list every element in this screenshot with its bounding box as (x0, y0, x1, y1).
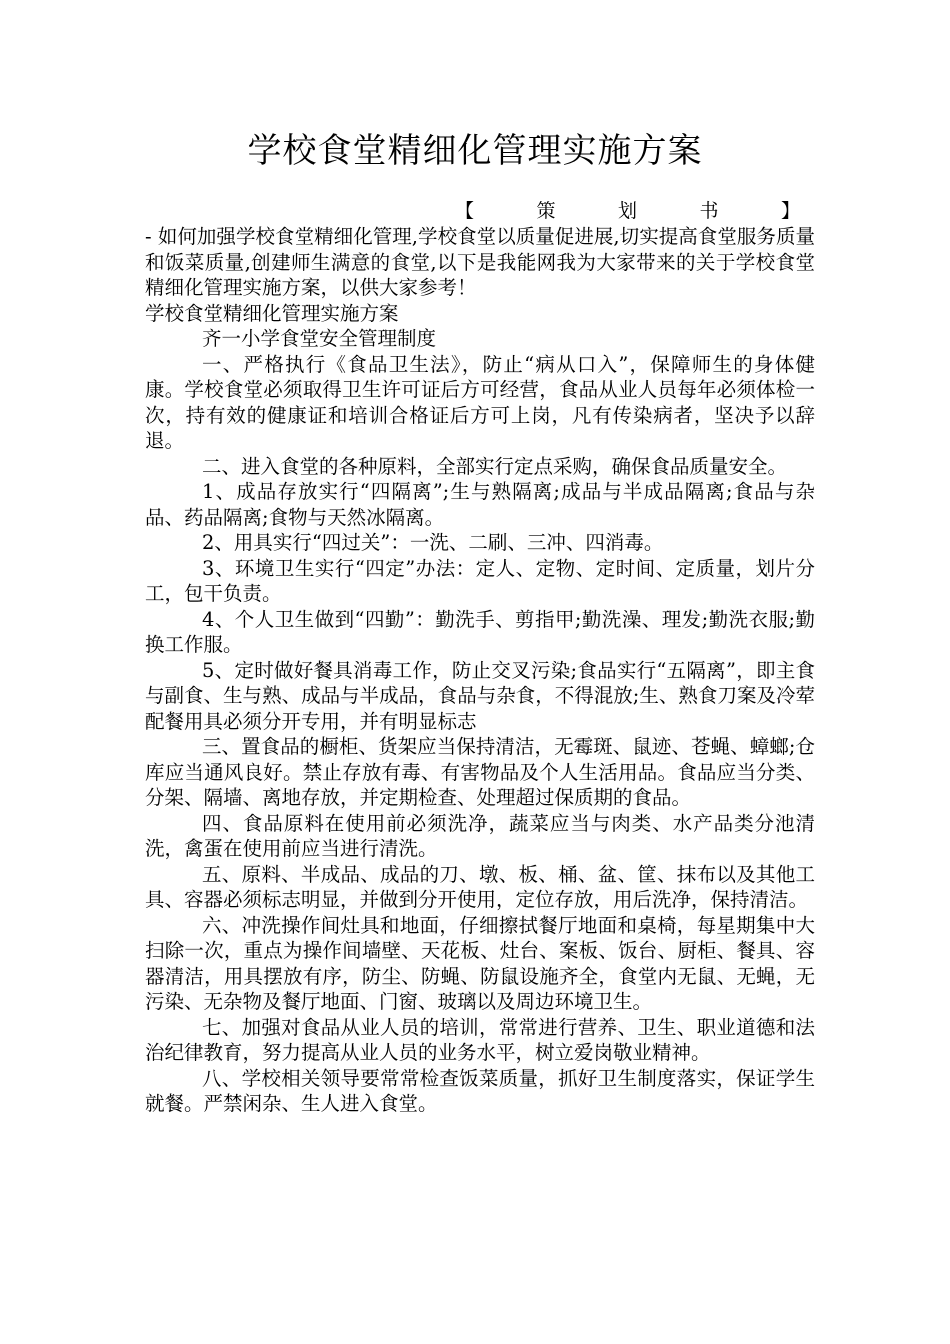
list-item-5: 5、定时做好餐具消毒工作，防止交叉污染;食品实行“五隔离”，即主食与副食、生与熟、成品与半成品，食品与杂食，不得混放;生、熟食刀案及冷荤配餐用具必须分开专用，并有明显标志 (145, 658, 815, 733)
document-title: 学校食堂精细化管理实施方案 (247, 131, 703, 171)
tag-char: 书 (699, 200, 719, 222)
list-item-4: 4、个人卫生做到“四勤”：勤洗手、剪指甲;勤洗澡、理发;勤洗衣服;勤换工作服。 (145, 607, 815, 656)
section-heading: 齐一小学食堂安全管理制度 (202, 327, 437, 350)
paragraph-3: 三、置食品的橱柜、货架应当保持清洁，无霉斑、鼠迹、苍蝇、蟑螂;仓库应当通风良好。禁止存放有毒、有害物品及个人生活用品。食品应当分类、分架、隔墙、离地存放，并定期检查、处理超过保质期的食品。 (145, 735, 815, 809)
document-type-label (455, 198, 800, 224)
bracket-open: 【 (455, 200, 475, 222)
paragraph-5: 五、原料、半成品、成品的刀、墩、板、桶、盆、筐、抹布以及其他工具、容器必须标志明显，并做到分开使用，定位存放，用后洗净，保持清洁。 (145, 862, 815, 911)
subtitle-line: 学校食堂精细化管理实施方案 (145, 301, 399, 325)
paragraph-7: 七、加强对食品从业人员的培训，常常进行营养、卫生、职业道德和法治纪律教育，努力提高从业人员的业务水平，树立爱岗敬业精神。 (145, 1015, 815, 1064)
bracket-close: 】 (780, 200, 800, 222)
list-item-2: 2、用具实行“四过关”：一洗、二刷、三冲、四消毒。 (202, 531, 664, 554)
paragraph-8: 八、学校相关领导要常常检查饭菜质量，抓好卫生制度落实，保证学生就餐。严禁闲杂、生人进入食堂。 (145, 1066, 815, 1115)
paragraph-6: 六、冲洗操作间灶具和地面，仔细擦拭餐厅地面和桌椅，每星期集中大扫除一次，重点为操作间墙壁、天花板、灶台、案板、饭台、厨柜、餐具、容器清洁，用具摆放有序，防尘、防蝇、防鼠设施齐全，食堂内无鼠、无蝇，无污染、无杂物及餐厅地面、门窗、玻璃以及周边环境卫生。 (145, 913, 815, 1013)
document-body (145, 224, 815, 1117)
list-item-3: 3、环境卫生实行“四定”办法：定人、定物、定时间、定质量，划片分工，包干负责。 (145, 556, 815, 605)
tag-char: 策 (536, 200, 556, 222)
tag-char: 划 (617, 200, 637, 222)
list-item-1: 1、成品存放实行“四隔离”;生与熟隔离;成品与半成品隔离;食品与杂品、药品隔离;食物与天然冰隔离。 (145, 480, 815, 529)
paragraph-1: 一、严格执行《食品卫生法》，防止“病从口入”，保障师生的身体健康。学校食堂必须取得卫生许可证后方可经营，食品从业人员每年必须体检一次，持有效的健康证和培训合格证后方可上岗，凡有传染病者，坚决予以辞退。 (145, 352, 815, 452)
intro-paragraph: - 如何加强学校食堂精细化管理,学校食堂以质量促进展,切实提高食堂服务质量和饭菜质量,创建师生满意的食堂,以下是我能网我为大家带来的关于学校食堂精细化管理实施方案，以供大家参考！ (145, 225, 815, 299)
paragraph-4: 四、食品原料在使用前必须洗净，蔬菜应当与肉类、水产品类分池清洗，禽蛋在使用前应当进行清洗。 (145, 811, 815, 860)
paragraph-2: 二、进入食堂的各种原料，全部实行定点采购，确保食品质量安全。 (202, 454, 788, 478)
